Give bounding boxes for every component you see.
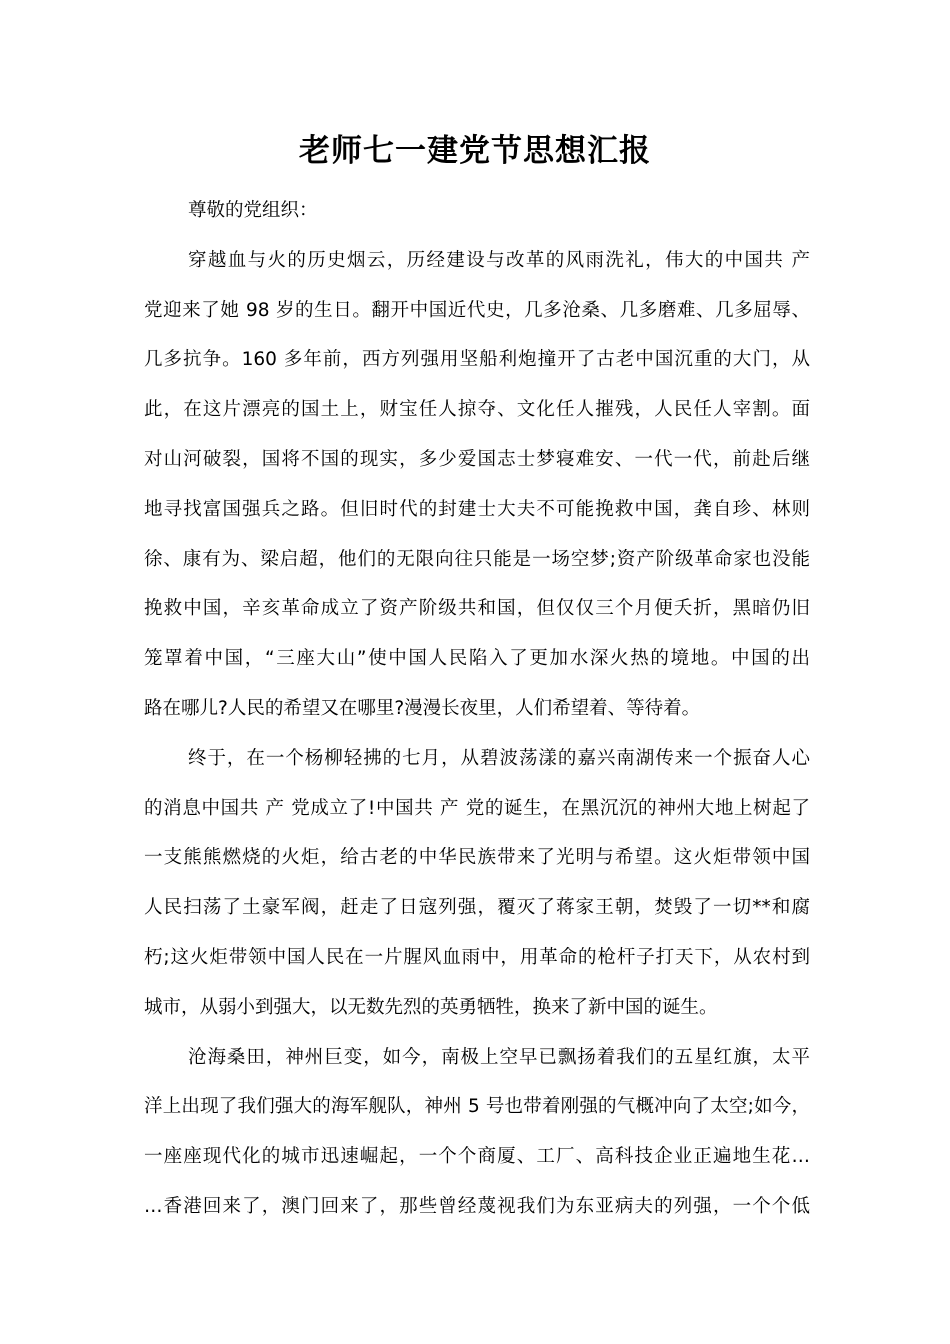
text-line: 一座座现代化的城市迅速崛起，一个个商厦、工厂、高科技企业正遍地生花… <box>144 1146 810 1168</box>
text-line: 笼罩着中国，“三座大山”使中国人民陷入了更加水深火热的境地。中国的出 <box>144 648 810 670</box>
text-line: 城市，从弱小到强大，以无数先烈的英勇牺牲，换来了新中国的诞生。 <box>144 996 718 1018</box>
text-line: 路在哪儿?人民的希望又在哪里?漫漫长夜里，人们希望着、等待着。 <box>144 697 701 719</box>
text-line: 人民扫荡了土豪军阀，赶走了日寇列强，覆灭了蒋家王朝，焚毁了一切**和腐 <box>144 897 810 919</box>
text-line: 此，在这片漂亮的国土上，财宝任人掠夺、文化任人摧残，人民任人宰割。面 <box>144 399 810 421</box>
salutation: 尊敬的党组织： <box>188 200 318 221</box>
text-line: 一支熊熊燃烧的火炬，给古老的中华民族带来了光明与希望。这火炬带领中国 <box>144 847 810 869</box>
text-line: 朽;这火炬带领中国人民在一片腥风血雨中，用革命的枪杆子打天下，从农村到 <box>144 946 810 968</box>
text-line: 的消息中国共 产 党成立了!中国共 产 党的诞生，在黑沉沉的神州大地上树起了 <box>144 797 810 819</box>
text-line: 几多抗争。160 多年前，西方列强用坚船利炮撞开了古老中国沉重的大门，从 <box>144 349 810 371</box>
document-title: 老师七一建党节思想汇报 <box>299 133 651 169</box>
text-line: 沧海桑田，神州巨变，如今，南极上空早已飘扬着我们的五星红旗，太平 <box>188 1046 810 1068</box>
text-line: 地寻找富国强兵之路。但旧时代的封建士大夫不可能挽救中国，龚自珍、林则 <box>144 498 810 520</box>
document-body <box>144 186 810 1232</box>
text-line: 洋上出现了我们强大的海军舰队，神州 5 号也带着刚强的气概冲向了太空;如今， <box>144 1096 810 1118</box>
text-line: 终于，在一个杨柳轻拂的七月，从碧波荡漾的嘉兴南湖传来一个振奋人心 <box>188 747 810 769</box>
text-line: 挽救中国，辛亥革命成立了资产阶级共和国，但仅仅三个月便夭折，黑暗仍旧 <box>144 598 810 620</box>
text-line: 穿越血与火的历史烟云，历经建设与改革的风雨洗礼，伟大的中国共 产 <box>188 249 810 271</box>
text-line: …香港回来了，澳门回来了，那些曾经蔑视我们为东亚病夫的列强，一个个低 <box>144 1195 810 1217</box>
text-line: 徐、康有为、梁启超，他们的无限向往只能是一场空梦;资产阶级革命家也没能 <box>144 548 810 570</box>
text-line: 对山河破裂，国将不国的现实，多少爱国志士梦寝难安、一代一代，前赴后继 <box>144 448 810 470</box>
text-line: 党迎来了她 98 岁的生日。翻开中国近代史，几多沧桑、几多磨难、几多屈辱、 <box>144 299 810 321</box>
paragraph-lines <box>144 236 810 1232</box>
